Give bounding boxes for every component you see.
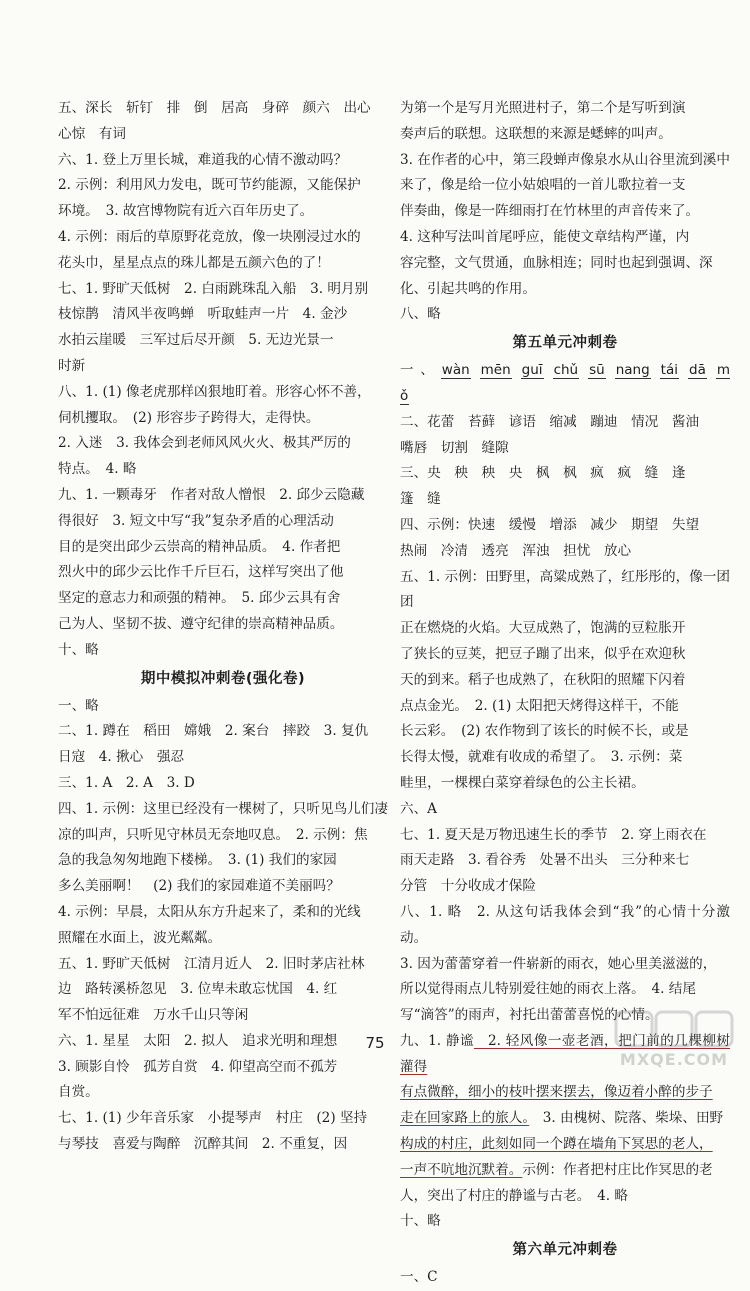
answer-line: 七、1. 夏天是万物迅速生长的季节 2. 穿上雨衣在	[400, 826, 707, 843]
answer-line: 一、略	[58, 697, 99, 714]
answer-line: 嘴唇 切割 缝隙	[400, 439, 509, 456]
underlined-text: 有点微醉，细小的枝叶摆来摆去，像迈着小醉的步子	[400, 1084, 713, 1101]
answer-line: 多么美丽啊！ (2) 我们的家园难道不美丽吗？	[58, 878, 340, 895]
partially-underlined-text: 九、1. 静谧 2. 轻风像一壶老酒，把门前的几棵柳树灌得	[400, 1032, 730, 1075]
pinyin-item: tái	[660, 362, 678, 379]
answer-line: 所以觉得雨点儿特别爱往她的雨衣上落。 4. 结尾	[400, 981, 696, 998]
answer-line: 水拍云崖暖 三军过后尽开颜 5. 无边光景一	[58, 332, 334, 349]
left-column	[58, 96, 388, 1158]
answer-line: 天的到来。稻子也成熟了，在秋阳的照耀下闪着	[400, 671, 686, 688]
answer-line: 八、1. 略 2. 从这句话我体会到“我”的心情十分激动。	[400, 903, 730, 946]
answer-line: 花头巾，星星点点的珠儿都是五颜六色的了！	[58, 254, 330, 271]
watermark-emblem-icon	[612, 1008, 736, 1052]
answer-line: 七、1. (1) 少年音乐家 小提琴声 村庄 (2) 坚持	[58, 1110, 368, 1127]
answer-line	[400, 1106, 730, 1132]
pinyin-item: mēn	[480, 362, 511, 379]
answer-line: 3. 因为蕾蕾穿着一件崭新的雨衣，她心里美滋滋的，	[400, 955, 717, 972]
answer-line	[400, 1080, 730, 1106]
pinyin-item: mǒ	[400, 362, 730, 404]
answer-line: 日寇 4. 揪心 强忍	[58, 749, 185, 766]
answer-line: 为第一个是写月光照进村子，第二个是写听到演	[400, 100, 686, 116]
pinyin-item: chǔ	[553, 362, 579, 379]
pinyin-item: sū	[589, 362, 605, 379]
answer-line: 雨天走路 3. 看谷秀 处暑不出头 三分种来七	[400, 852, 690, 869]
answer-line: 2. 入迷 3. 我体会到老师风风火火、极其严厉的	[58, 435, 351, 452]
answer-line	[400, 1132, 730, 1158]
section-title: 期中模拟冲刺卷(强化卷)	[140, 670, 306, 687]
pinyin-item: nang	[615, 362, 650, 379]
answer-line: 八、1. (1) 像老虎那样凶狠地盯着。形容心怀不善，	[58, 383, 371, 400]
answer-line: 烈火中的邱少云比作千斤巨石，这样写突出了他	[58, 564, 344, 581]
answer-line: 来了，像是给一位小姑娘唱的一首儿歌拉着一支	[400, 177, 686, 194]
answer-line: 3. 在作者的心中，第三段蝉声像泉水从山谷里流到溪中	[400, 151, 730, 168]
answer-line: 自赏。	[58, 1084, 99, 1101]
answer-line: 点点金光。 2. (1) 太阳把天烤得这样干，不能	[400, 697, 679, 714]
answer-line: 伴奏曲，像是一阵细雨打在竹林里的声音传来了。	[400, 203, 700, 220]
answer-line: 五、1. 示例：田野里，高粱成熟了，红彤彤的，像一团团	[400, 568, 730, 611]
answer-line: 二、1. 蹲在 稻田 嫦娥 2. 案台 摔跤 3. 复仇	[58, 723, 369, 740]
answer-line: 写“滴答”的雨声，衬托出蕾蕾喜悦的心情。	[400, 1007, 659, 1024]
answer-line: 三、央 秧 秧 央 枫 枫 疯 疯 缝 逢	[400, 465, 686, 482]
answer-line: 了狭长的豆荚，把豆子蹦了出来，似乎在欢迎秋	[400, 645, 686, 662]
answer-line: 六、A	[400, 800, 438, 817]
answer-line: 心惊 有词	[58, 125, 126, 142]
right-column	[400, 96, 730, 1291]
pinyin-item: guī	[521, 362, 543, 379]
answer-line: 军不怕远征难 万水千山只等闲	[58, 1007, 249, 1024]
answer-line: 八、略	[400, 306, 441, 323]
underlined-text: 构成的村庄，此刻如同一个蹲在墙角下冥思的老人，	[400, 1136, 713, 1153]
answer-line: 二、花蕾 苔藓 谚语 缩减 蹦迪 情况 酱油	[400, 413, 700, 430]
answer-line: 急的我急匆匆地跑下楼梯。 3. (1) 我们的家园	[58, 852, 337, 869]
answer-line: 坚定的意志力和顽强的精神。 5. 邱少云具有舍	[58, 590, 341, 607]
bottom-faint-strip	[80, 1064, 280, 1074]
pinyin-item: dā	[689, 362, 706, 379]
answer-line	[400, 1158, 730, 1184]
answer-line: 4. 示例：早晨，太阳从东方升起来了，柔和的光线	[58, 903, 361, 920]
answer-line: 九、1. 一颗毒牙 作者对敌人憎恨 2. 邱少云隐藏	[58, 486, 365, 503]
answer-line: 正在燃烧的火焰。大豆成熟了，饱满的豆粒胀开	[400, 620, 686, 637]
answer-line: 五、深长 斩钉 排 倒 居高 身碎 颜六 出心	[58, 100, 371, 116]
answer-line: 长云彩。 (2) 农作物到了该长的时候不长，或是	[400, 723, 689, 740]
partially-underlined-text: 走在回家路上的旅人。 3. 由槐树、院落、柴垛、田野	[400, 1110, 724, 1127]
section-title: 第六单元冲刺卷	[512, 1242, 618, 1259]
answer-line: 奏声后的联想。这联想的来源是蟋蟀的叫声。	[400, 125, 672, 142]
answer-line: 热闹 冷清 透亮 浑浊 担忧 放心	[400, 542, 632, 559]
answer-line: 与琴技 喜爱与陶醉 沉醉其间 2. 不重复，因	[58, 1136, 348, 1153]
answer-line: 凉的叫声，只听见守林员无奈地叹息。 2. 示例：焦	[58, 826, 368, 843]
answer-line: 4. 这种写法叫首尾呼应，能使文章结构严谨，内	[400, 228, 690, 245]
answer-line: 一、C	[400, 1269, 438, 1286]
answer-line: 时新	[58, 357, 86, 374]
answer-line: 篷 缝	[400, 491, 441, 508]
answer-line: 十、略	[58, 641, 99, 658]
answer-line: 三、1. A 2. A 3. D	[58, 774, 195, 791]
answer-line: 得很好 3. 短文中写“我”复杂矛盾的心理活动	[58, 512, 334, 529]
answer-line: 分管 十分收成才保险	[400, 878, 536, 895]
answer-line: 2. 示例：利用风力发电，既可节约能源，又能保护	[58, 177, 361, 194]
top-header-strip	[0, 0, 750, 22]
answer-line: 畦里，一棵棵白菜穿着绿色的公主长裙。	[400, 774, 645, 791]
answer-line: 七、1. 野旷天低树 2. 白雨跳珠乱入船 3. 明月别	[58, 280, 369, 297]
partially-underlined-text: 一声不吭地沉默着。示例：作者把村庄比作冥思的老	[400, 1161, 713, 1178]
watermark-logo	[612, 1008, 736, 1074]
answer-line: 十、略	[400, 1213, 441, 1230]
pinyin-item: wàn	[441, 362, 470, 379]
answer-line: 4. 示例：雨后的草原野花竞放，像一块刚浸过水的	[58, 228, 361, 245]
answer-line: 目的是突出邱少云崇高的精神品质。 4. 作者把	[58, 538, 341, 555]
answer-line: 3. 顾影自怜 孤芳自赏 4. 仰望高空而不孤芳	[58, 1058, 338, 1075]
answer-line: 枝惊鹊 清风半夜鸣蝉 听取蛙声一片 4. 金沙	[58, 306, 348, 323]
answer-line: 特点。 4. 略	[58, 461, 137, 478]
section-title: 第五单元冲刺卷	[512, 335, 618, 352]
answer-line: 人，突出了村庄的静谧与古老。 4. 略	[400, 1187, 628, 1204]
page-number: 75	[365, 1034, 385, 1052]
answer-line: 己为人、坚韧不拔、遵守纪律的崇高精神品质。	[58, 615, 344, 632]
question-label: 一、	[400, 362, 441, 379]
answer-line: 五、1. 野旷天低树 江清月近人 2. 旧时茅店社林	[58, 955, 365, 972]
answer-line: 伺机攫取。 (2) 形容步子跨得大，走得快。	[58, 409, 320, 426]
watermark-text: MXQE.COM	[619, 1050, 729, 1069]
answer-line: 环境。 3. 故宫博物院有近六百年历史了。	[58, 203, 314, 220]
answer-line: 六、1. 星星 太阳 2. 拟人 追求光明和理想	[58, 1032, 338, 1049]
answer-line: 长得太慢，就难有收成的希望了。 3. 示例：菜	[400, 749, 683, 766]
pinyin-answer-line	[400, 358, 730, 410]
answer-line: 化、引起共鸣的作用。	[400, 280, 536, 297]
answer-line: 四、1. 示例：这里已经没有一棵树了，只听见鸟儿们凄	[58, 800, 388, 817]
answer-line: 六、1. 登上万里长城，难道我的心情不激动吗？	[58, 151, 348, 168]
answer-line: 四、示例：快速 缓慢 增添 减少 期望 失望	[400, 516, 700, 533]
answer-line: 边 路转溪桥忽见 3. 位卑未敢忘忧国 4. 红	[58, 981, 338, 998]
answer-line: 照耀在水面上，波光粼粼。	[58, 929, 222, 946]
answer-line: 容完整，文气贯通，血脉相连；同时也起到强调、深	[400, 254, 713, 271]
